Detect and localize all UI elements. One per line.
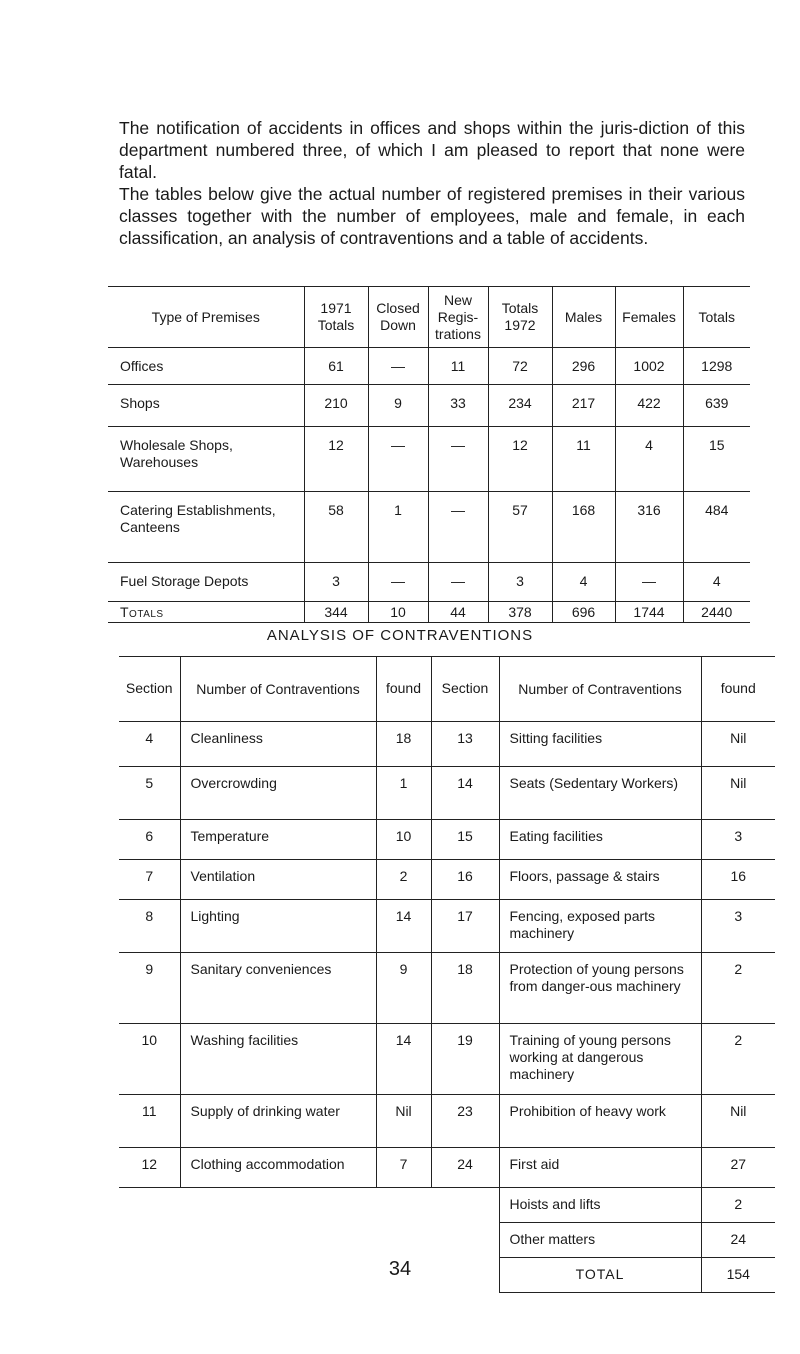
cell-closed: 9 (368, 385, 428, 427)
found-right: 27 (701, 1148, 775, 1188)
total-label: TOTAL (499, 1258, 701, 1293)
contravention-right: Seats (Sedentary Workers) (499, 767, 701, 820)
cell-1972: 12 (488, 427, 552, 492)
section-right: 15 (431, 820, 499, 860)
premises-type: Catering Establishments, Canteens (108, 492, 304, 563)
cell-females: 1744 (615, 602, 683, 623)
section-right: 23 (431, 1095, 499, 1148)
contravention-right: Eating facilities (499, 820, 701, 860)
found-left: 7 (376, 1148, 431, 1188)
header-1971-totals: 1971 Totals (304, 287, 368, 348)
section-left: 9 (119, 953, 180, 1024)
table-row (108, 348, 750, 385)
cell-males: 696 (552, 602, 615, 623)
cell-1971: 58 (304, 492, 368, 563)
cell-males: 168 (552, 492, 615, 563)
contravention-right: First aid (499, 1148, 701, 1188)
table-row (119, 722, 775, 767)
section-left: 10 (119, 1024, 180, 1095)
section-left: 6 (119, 820, 180, 860)
contravention-left: Sanitary conveniences (180, 953, 376, 1024)
cell-totals: 1298 (683, 348, 750, 385)
totals-row (108, 602, 750, 623)
header-females: Females (615, 287, 683, 348)
cell-1971: 344 (304, 602, 368, 623)
header-number-left: Number of Contraventions (180, 657, 376, 722)
table-row (119, 953, 775, 1024)
cell-totals: 2440 (683, 602, 750, 623)
header-found-right: found (701, 657, 775, 722)
section-right: 18 (431, 953, 499, 1024)
contravention-right: Sitting facilities (499, 722, 701, 767)
cell-closed: 10 (368, 602, 428, 623)
premises-table (108, 286, 750, 623)
header-section-right: Section (431, 657, 499, 722)
cell-1971: 210 (304, 385, 368, 427)
contravention-left: Lighting (180, 900, 376, 953)
section-left: 5 (119, 767, 180, 820)
intro-paragraph-1: The notification of accidents in offices and shops within the juris-diction of this department numbered three, of which I am pleased to report that none were fatal. (119, 118, 745, 182)
empty-cell (119, 1188, 499, 1223)
found-left: Nil (376, 1095, 431, 1148)
contravention-left: Clothing accommodation (180, 1148, 376, 1188)
cell-closed: 1 (368, 492, 428, 563)
found-right: 2 (701, 1188, 775, 1223)
section-left: 11 (119, 1095, 180, 1148)
contravention-left: Washing facilities (180, 1024, 376, 1095)
cell-totals: 4 (683, 563, 750, 602)
section-left: 7 (119, 860, 180, 900)
table-row (108, 427, 750, 492)
section-left: 12 (119, 1148, 180, 1188)
cell-1972: 72 (488, 348, 552, 385)
cell-males: 296 (552, 348, 615, 385)
header-section-left: Section (119, 657, 180, 722)
premises-type: Shops (108, 385, 304, 427)
cell-totals: 484 (683, 492, 750, 563)
cell-new: 33 (428, 385, 488, 427)
empty-cell (119, 1223, 499, 1258)
header-found-left: found (376, 657, 431, 722)
table-row (108, 492, 750, 563)
cell-1972: 3 (488, 563, 552, 602)
section-left: 4 (119, 722, 180, 767)
found-left: 1 (376, 767, 431, 820)
premises-type: Fuel Storage Depots (108, 563, 304, 602)
section-right: 13 (431, 722, 499, 767)
header-closed-down: Closed Down (368, 287, 428, 348)
table-row (119, 767, 775, 820)
found-right: 3 (701, 820, 775, 860)
cell-1972: 234 (488, 385, 552, 427)
cell-new: 44 (428, 602, 488, 623)
contravention-left: Overcrowding (180, 767, 376, 820)
contravention-right: Fencing, exposed parts machinery (499, 900, 701, 953)
section-right: 14 (431, 767, 499, 820)
page-number: 34 (388, 1258, 412, 1280)
total-value: 154 (701, 1258, 775, 1293)
contravention-right: Hoists and lifts (499, 1188, 701, 1223)
table-row (119, 1223, 775, 1258)
header-new-registrations: New Regis-trations (428, 287, 488, 348)
cell-males: 217 (552, 385, 615, 427)
table-row (119, 1095, 775, 1148)
cell-new: — (428, 563, 488, 602)
section-left: 8 (119, 900, 180, 953)
found-right: 16 (701, 860, 775, 900)
header-number-right: Number of Contraventions (499, 657, 701, 722)
contraventions-heading: ANALYSIS OF CONTRAVENTIONS (266, 627, 534, 644)
contraventions-header-row (119, 657, 775, 722)
cell-totals: 15 (683, 427, 750, 492)
contravention-right: Other matters (499, 1223, 701, 1258)
contravention-left: Temperature (180, 820, 376, 860)
header-type-of-premises: Type of Premises (108, 287, 304, 348)
premises-type: Wholesale Shops, Warehouses (108, 427, 304, 492)
found-right: 24 (701, 1223, 775, 1258)
premises-type: Totals (108, 602, 304, 623)
table-row (119, 1024, 775, 1095)
contravention-right: Training of young persons working at dangerous machinery (499, 1024, 701, 1095)
cell-new: 11 (428, 348, 488, 385)
premises-type: Offices (108, 348, 304, 385)
cell-1971: 3 (304, 563, 368, 602)
cell-1971: 61 (304, 348, 368, 385)
cell-1972: 57 (488, 492, 552, 563)
cell-totals: 639 (683, 385, 750, 427)
cell-new: — (428, 427, 488, 492)
cell-males: 4 (552, 563, 615, 602)
table-row (119, 1188, 775, 1223)
contraventions-table (119, 656, 775, 1293)
cell-1972: 378 (488, 602, 552, 623)
cell-females: — (615, 563, 683, 602)
table-row (108, 385, 750, 427)
cell-closed: — (368, 427, 428, 492)
table-row (119, 1148, 775, 1188)
contravention-right: Protection of young persons from danger-ous machinery (499, 953, 701, 1024)
table-row (119, 900, 775, 953)
table-row (108, 563, 750, 602)
found-left: 10 (376, 820, 431, 860)
found-left: 2 (376, 860, 431, 900)
cell-males: 11 (552, 427, 615, 492)
contravention-right: Prohibition of heavy work (499, 1095, 701, 1148)
section-right: 17 (431, 900, 499, 953)
cell-closed: — (368, 348, 428, 385)
found-right: 2 (701, 1024, 775, 1095)
contravention-left: Supply of drinking water (180, 1095, 376, 1148)
section-right: 19 (431, 1024, 499, 1095)
cell-females: 422 (615, 385, 683, 427)
contravention-left: Cleanliness (180, 722, 376, 767)
contravention-left: Ventilation (180, 860, 376, 900)
header-totals-1972: Totals 1972 (488, 287, 552, 348)
found-left: 14 (376, 1024, 431, 1095)
table-row (119, 860, 775, 900)
found-right: 3 (701, 900, 775, 953)
contravention-right: Floors, passage & stairs (499, 860, 701, 900)
header-males: Males (552, 287, 615, 348)
cell-females: 4 (615, 427, 683, 492)
cell-females: 1002 (615, 348, 683, 385)
table-row (119, 820, 775, 860)
cell-females: 316 (615, 492, 683, 563)
cell-new: — (428, 492, 488, 563)
found-right: 2 (701, 953, 775, 1024)
section-right: 16 (431, 860, 499, 900)
premises-header-row (108, 287, 750, 348)
cell-1971: 12 (304, 427, 368, 492)
intro-paragraph-2: The tables below give the actual number of registered premises in their various classes together with the number of employees, male and female, in each classification, an analysis of contraventions and a table of accidents. (119, 184, 745, 248)
section-right: 24 (431, 1148, 499, 1188)
found-right: Nil (701, 722, 775, 767)
cell-closed: — (368, 563, 428, 602)
found-left: 18 (376, 722, 431, 767)
found-right: Nil (701, 1095, 775, 1148)
found-left: 14 (376, 900, 431, 953)
header-totals: Totals (683, 287, 750, 348)
found-right: Nil (701, 767, 775, 820)
found-left: 9 (376, 953, 431, 1024)
